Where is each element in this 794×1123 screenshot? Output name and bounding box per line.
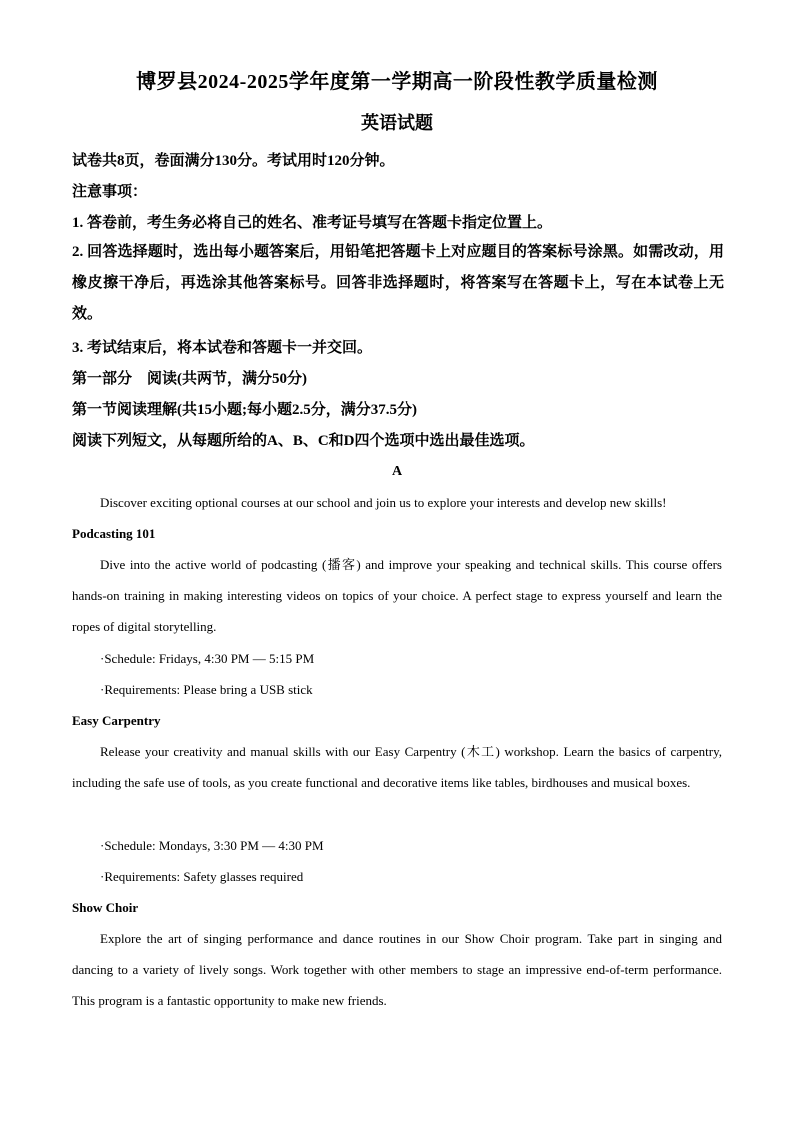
- note-2: 2. 回答选择题时，选出每小题答案后，用铅笔把答题卡上对应题目的答案标号涂黑。如需改动，用橡皮擦干净后，再选涂其他答案标号。回答非选择题时，将答案写在答题卡上，写在本试卷上无效。: [72, 244, 724, 322]
- course-requirements-podcasting: ·Requirements: Please bring a USB stick: [100, 682, 313, 697]
- course-schedule-podcasting: ·Schedule: Fridays, 4:30 PM — 5:15 PM: [100, 651, 315, 666]
- passage-letter: A: [391, 464, 403, 479]
- exam-info: 试卷共8页，卷面满分130分。考试用时120分钟。: [72, 153, 395, 169]
- part-one-heading: 第一部分 阅读(共两节，满分50分): [72, 371, 307, 387]
- reading-instruction: 阅读下列短文，从每题所给的A、B、C和D四个选项中选出最佳选项。: [72, 433, 535, 449]
- course-title-carpentry: Easy Carpentry: [72, 713, 161, 728]
- course-schedule-carpentry: ·Schedule: Mondays, 3:30 PM — 4:30 PM: [100, 838, 324, 853]
- notes-heading: 注意事项：: [72, 184, 148, 200]
- note-3: 3. 考试结束后，将本试卷和答题卡一并交回。: [72, 340, 373, 356]
- passage-intro: Discover exciting optional courses at our school and join us to explore your interests and develop new skills!: [100, 495, 667, 510]
- course-description-carpentry: Release your creativity and manual skills with our Easy Carpentry (木工) workshop. Learn the basics of carpentry, including the safe use of tools, as you create functional and decorative items like tables, birdhouses and musical boxes.: [72, 744, 722, 790]
- course-requirements-carpentry: ·Requirements: Safety glasses required: [100, 869, 304, 884]
- course-title-podcasting: Podcasting 101: [72, 526, 156, 541]
- course-description-show-choir: Explore the art of singing performance and dance routines in our Show Choir program. Take part in singing and dancing to a variety of lively songs. Work together with other members to stage an impressive end-of-term performance. This program is a fantastic opportunity to make new friends.: [72, 931, 722, 1008]
- note-1: 1. 答卷前，考生务必将自己的姓名、准考证号填写在答题卡指定位置上。: [72, 215, 553, 231]
- exam-title: 博罗县2024-2025学年度第一学期高一阶段性教学质量检测: [136, 71, 658, 93]
- exam-subtitle: 英语试题: [361, 113, 433, 133]
- section-one-heading: 第一节阅读理解(共15小题;每小题2.5分，满分37.5分): [72, 402, 417, 418]
- course-title-show-choir: Show Choir: [72, 900, 139, 915]
- course-description-podcasting: Dive into the active world of podcasting (播客) and improve your speaking and technical skills. This course offers hands-on training in making interesting videos on topics of your choice. A perfect stage to express yourself and learn the ropes of digital storytelling.: [72, 557, 722, 634]
